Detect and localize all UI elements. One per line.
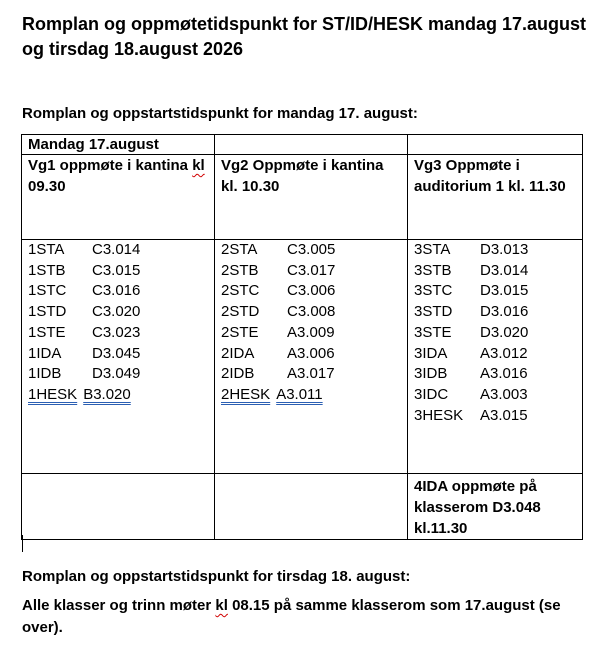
class-room-row [221, 344, 401, 365]
note-row [22, 474, 583, 540]
class-name: 1STB [28, 261, 66, 279]
room-code: A3.012 [480, 344, 528, 362]
room-code: A3.016 [480, 365, 528, 383]
class-room-row [414, 364, 576, 385]
vg1-header-time: 09.30 [28, 178, 66, 195]
vg2-classes-cell [215, 240, 408, 474]
class-room-row [414, 406, 576, 427]
vg1-header-cell [22, 155, 215, 240]
class-name: 3STE [414, 323, 452, 341]
room-code: C3.014 [92, 241, 141, 258]
class-name: 1IDA [28, 344, 62, 362]
class-room-row [28, 344, 208, 365]
class-room-row [414, 240, 576, 261]
room-code: A3.003 [480, 385, 528, 403]
room-code: C3.006 [287, 282, 336, 300]
vg1-header [28, 155, 208, 197]
date-row [22, 135, 583, 155]
class-name: 1STE [28, 323, 66, 341]
spellcheck-flag: kl [215, 597, 228, 614]
class-name: 2STB [221, 261, 259, 279]
class-room-row [28, 261, 208, 282]
class-name: 3STB [414, 261, 452, 279]
room-code: A3.017 [287, 365, 335, 383]
empty-note-cell [215, 474, 408, 540]
room-code: A3.009 [287, 323, 335, 341]
vg3-classes-cell [408, 240, 583, 474]
date-cell [22, 135, 215, 155]
class-room-row [414, 261, 576, 282]
class-name: 2IDB [221, 365, 255, 383]
class-name: 3STA [414, 241, 451, 258]
class-name: 2STD [221, 303, 260, 321]
empty-note-cell [22, 474, 215, 540]
class-name: 3IDB [414, 365, 448, 383]
class-name: 2STC [221, 282, 260, 300]
class-room-row [221, 323, 401, 344]
class-room-row [221, 385, 401, 406]
room-code: C3.016 [92, 282, 141, 300]
class-name: 3IDA [414, 344, 448, 362]
class-name: 2IDA [221, 344, 255, 362]
class-name: 1STC [28, 282, 67, 300]
room-code: D3.020 [480, 323, 529, 341]
class-room-row [28, 323, 208, 344]
class-name: 1HESK [28, 385, 78, 403]
class-room-row [414, 323, 576, 344]
class-room-row [28, 240, 208, 261]
room-code: D3.014 [480, 261, 529, 279]
class-room-row [221, 364, 401, 385]
class-room-row [221, 261, 401, 282]
class-room-row [28, 385, 208, 406]
class-name: 2HESK [221, 385, 271, 403]
class-room-row [28, 302, 208, 323]
room-code: C3.005 [287, 241, 336, 258]
class-name: 1STA [28, 241, 65, 258]
room-code: C3.008 [287, 303, 336, 321]
spellcheck-flag: kl [192, 157, 205, 174]
tuesday-text [22, 595, 582, 639]
class-room-row [221, 240, 401, 261]
note-cell [408, 474, 583, 540]
room-code: D3.049 [92, 365, 141, 383]
vg1-classes-cell [22, 240, 215, 474]
class-room-row [414, 281, 576, 302]
vg4-note: 4IDA oppmøte på klasserom D3.048 kl.11.30 [414, 478, 541, 537]
header-row [22, 155, 583, 240]
class-name: 1IDB [28, 365, 62, 383]
document-title: Romplan og oppmøtetidspunkt for ST/ID/HESK mandag 17.august og tirsdag 18.august 2026 [22, 14, 587, 59]
class-room-row [414, 302, 576, 323]
room-code: C3.023 [92, 323, 141, 341]
room-code: D3.013 [480, 241, 529, 258]
room-code: D3.016 [480, 303, 529, 321]
monday-heading: Romplan og oppstartstidspunkt for mandag 17. august: [22, 105, 418, 122]
class-room-row [28, 364, 208, 385]
room-code: C3.015 [92, 261, 141, 279]
room-code: A3.011 [276, 385, 323, 403]
schedule-table [21, 134, 583, 540]
room-code: D3.045 [92, 344, 141, 362]
class-room-row [28, 281, 208, 302]
class-name: 1STD [28, 303, 67, 321]
vg2-header: Vg2 Oppmøte i kantina kl. 10.30 [221, 157, 384, 195]
room-code: C3.020 [92, 303, 141, 321]
class-room-row [414, 385, 576, 406]
class-room-row [221, 302, 401, 323]
text-cursor [22, 535, 23, 552]
class-room-row [414, 344, 576, 365]
class-name: 2STA [221, 241, 258, 258]
empty-date-cell [408, 135, 583, 155]
vg2-header-cell [215, 155, 408, 240]
class-name: 3IDC [414, 385, 449, 403]
date-label: Mandag 17.august [28, 136, 159, 153]
tuesday-text-start: Alle klasser og trinn møter [22, 597, 216, 614]
room-code: A3.015 [480, 406, 528, 424]
class-name: 2STE [221, 323, 259, 341]
class-room-row [221, 281, 401, 302]
empty-date-cell [215, 135, 408, 155]
vg1-header-text: Vg1 oppmøte i kantina [28, 157, 193, 174]
room-code: A3.006 [287, 344, 335, 362]
vg3-header-cell [408, 155, 583, 240]
class-name: 3STC [414, 282, 453, 300]
class-name: 3HESK [414, 406, 464, 424]
room-code: C3.017 [287, 261, 336, 279]
tuesday-text-end: 08.15 på samme klasserom som 17.august (se over). [22, 597, 561, 636]
class-name: 3STD [414, 303, 453, 321]
room-code: B3.020 [83, 385, 131, 403]
tuesday-heading: Romplan og oppstartstidspunkt for tirsdag 18. august: [22, 568, 411, 585]
classes-row [22, 240, 583, 474]
vg3-header: Vg3 Oppmøte i auditorium 1 kl. 11.30 [414, 157, 566, 195]
room-code: D3.015 [480, 282, 529, 300]
